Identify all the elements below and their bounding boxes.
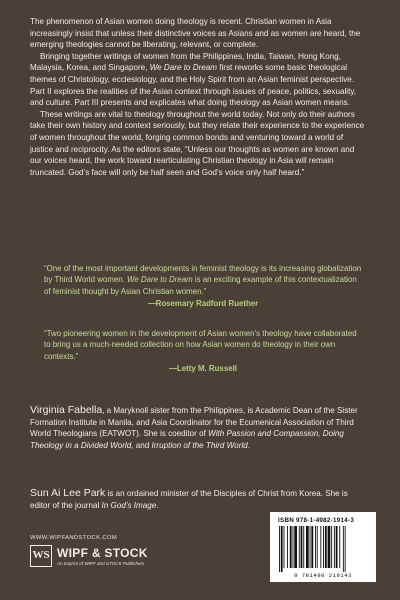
description-p2-text-b: first reworks some basic theological themes of Christology, ecclesiology, and the Holy Spirit from an Asian feminist perspective. Part II explores the realities of the Asian context through issues of peace, politics, sexuality, and culture. Part III presents and explicates what doing theology as Asian women means. [30,63,357,108]
endorsement-quote [44,263,362,297]
publisher-name: WIPF & STOCK [57,546,148,560]
author-name: Virginia Fabella [30,404,103,416]
description-paragraph-1: The phenomenon of Asian women doing theology is recent. Christian women in Asia increasingly insist that unless their distinctive voices as Asians and as women are heard, the emerging theologies cannot be liberating, relevant, or complete. [30,17,361,50]
endorsement-attribution: —Letty M. Russell [169,363,237,373]
endorsement-russell [44,328,362,374]
bio-text-end: . [156,500,159,510]
publisher-logo-mark: WS [30,545,52,567]
description-paragraph-2 [30,51,368,109]
publisher-logo [30,545,170,569]
bio-text: is an ordained minister of the Disciples of Christ from Korea. She is editor of the journal [30,489,348,510]
description-p2-text-a: Bringing together writings of women from the Philippines, India, Taiwan, Hong Kong, Malaysia, Korea, and Singapore, [30,51,341,73]
endorsement-text-b: is an exciting example of this contextualization of feminist thought by Asian Christian women.” [44,275,357,296]
endorsement-ruether [44,263,362,309]
publisher-url[interactable]: WWW.WIPFANDSTOCK.COM [30,535,118,541]
barcode-icon [278,526,368,572]
isbn-label: ISBN 978-1-4982-1914-3 [278,517,355,524]
bio-text: , a Maryknoll sister from the Philippines, is Academic Dean of the Sister Formation Institute in Manila, and Asia Coordinator for the Ecumenical Association of Third World Theologians (EATWOT). She is coeditor of [30,406,358,439]
barcode-panel [270,512,376,582]
endorsement-book-title: We Dare to Dream [127,275,193,285]
book-titles: With Passion and Compassion, Doing Theology in a Divided World, [30,429,344,450]
bio-text-end: . [247,440,250,450]
journal-title: In God’s Image [101,500,157,510]
endorsement-text-a: “Two pioneering women in the development of Asian women’s theology have collaborated to bring us a much-needed collection on how Asian women do theology in their own contexts.” [44,329,357,361]
endorsement-quote [44,328,362,362]
book-title: We Dare to Dream [149,63,218,73]
author-name: Sun Ai Lee Park [30,487,106,499]
barcode-digits: 9 781498 219143 [294,572,352,579]
bio-fabella [30,405,370,451]
book-title: Irruption of the Third World [151,440,248,450]
bio-park [30,488,370,511]
description-paragraph-3: These writings are vital to theology throughout the world today. Not only do their authors take their own history and context seriously, but they relate their experience to the experience of women throughout the world, forging common bonds and venturing toward a world of justice and reciprocity. As the editors state, “Unless our thoughts as women are known and our voices heard, the work toward rearticulating Christian theology in Asia will remain truncated. God’s face will only be half seen and God’s voice only half heard.” [30,109,365,177]
endorsement-attribution: —Rosemary Radford Ruether [147,298,259,308]
bio-text-and: and [133,440,152,450]
endorsement-text-a: “One of the most important developments in feminist theology is its increasing globalization by Third World women. [44,264,362,285]
publisher-tagline: An Imprint of WIPF and STOCK Publishers [57,561,145,566]
description [30,16,368,178]
